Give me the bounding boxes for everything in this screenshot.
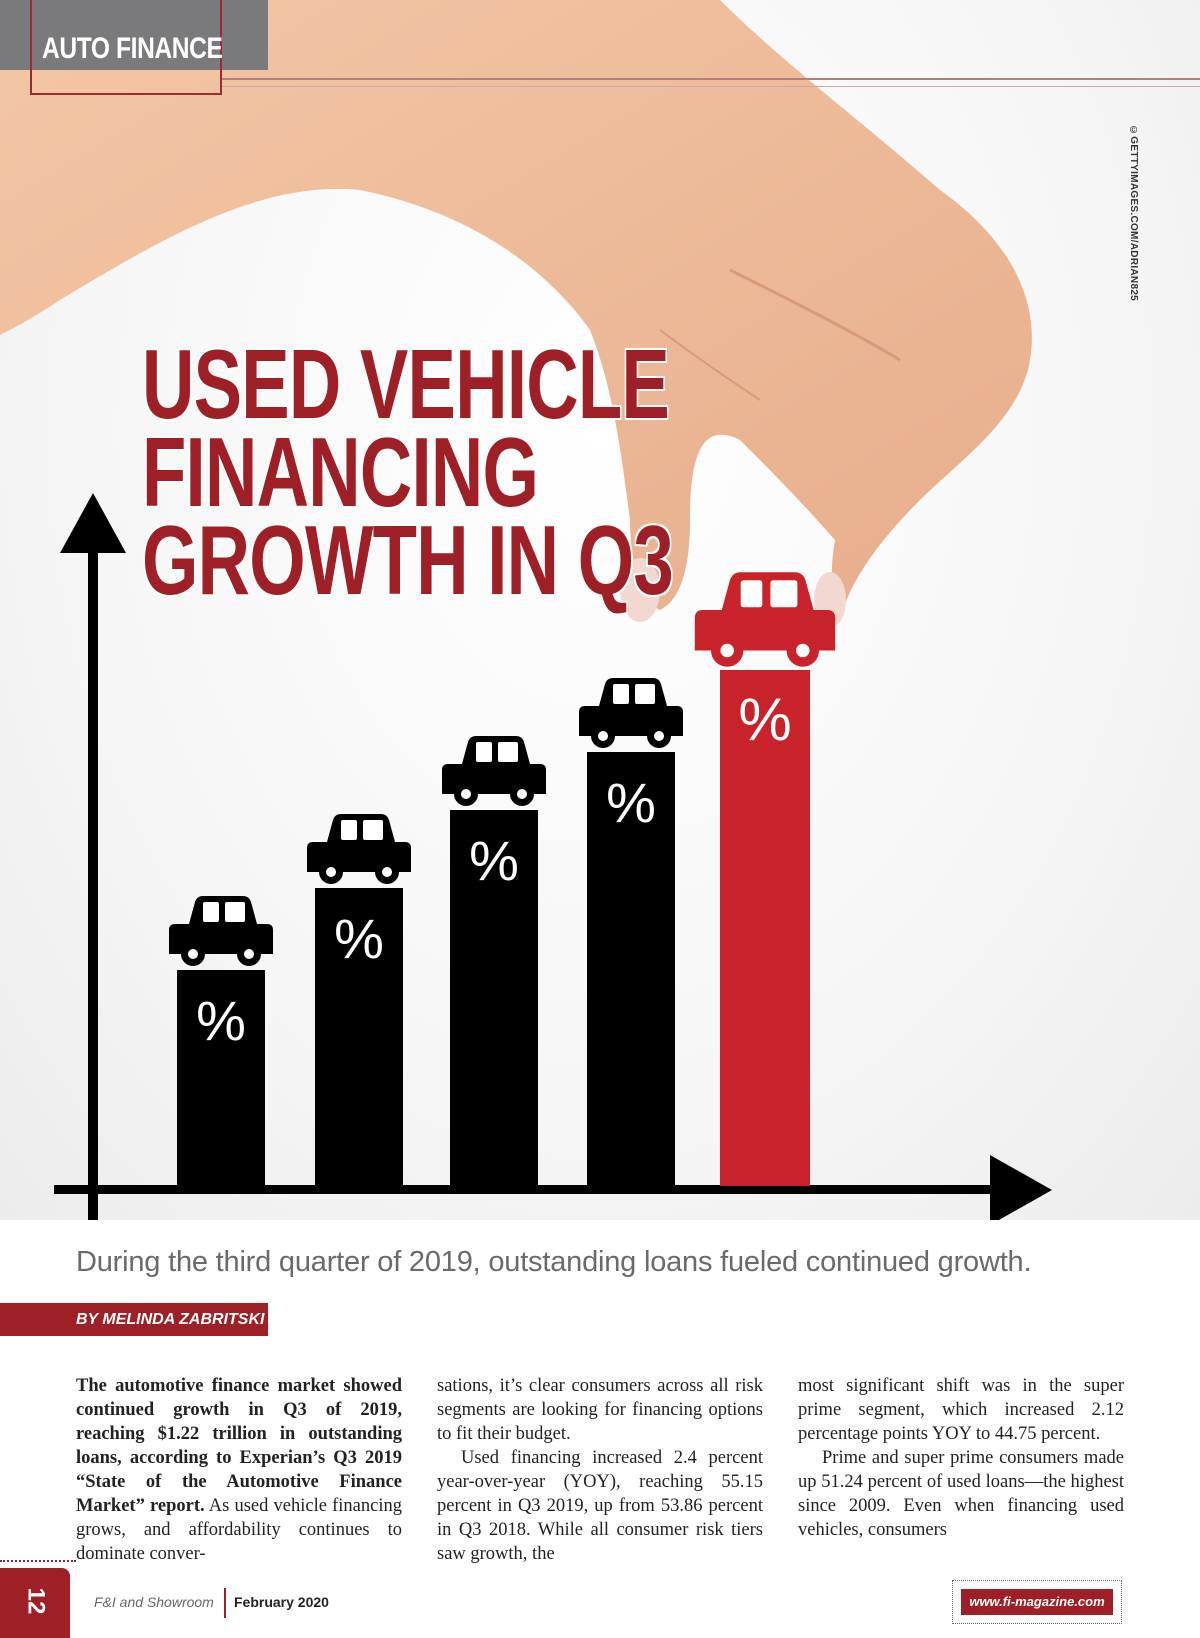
headline-line-2: FINANCING (142, 417, 539, 527)
article-column-1 (76, 1374, 402, 1566)
website-link[interactable]: www.fi-magazine.com (961, 1589, 1113, 1615)
x-axis-arrow-icon (990, 1155, 1052, 1220)
publication-name: F&I and Showroom (94, 1594, 214, 1610)
car-icon (307, 814, 411, 884)
percent-symbol: % (606, 771, 656, 834)
body-text: As used vehicle financing grows, and affordability continues to dominate conver- (76, 1496, 402, 1564)
issue-date: February 2020 (234, 1594, 329, 1610)
section-label: AUTO FINANCE (42, 32, 223, 65)
percent-symbol: % (738, 686, 792, 753)
article-column-2 (437, 1374, 763, 1566)
headline-line-3: GROWTH IN Q3 (142, 505, 673, 615)
footer-separator (0, 1560, 76, 1562)
car-icon (579, 678, 683, 748)
footer-divider (224, 1588, 226, 1618)
article-body (76, 1374, 1124, 1566)
photo-credit: ©GETTYIMAGES.COM/ADRIAN825 (1128, 125, 1139, 302)
body-paragraph: sations, it’s clear consumers across all risk segments are looking for financing options to fit their budget. (437, 1376, 763, 1444)
car-icon (442, 736, 546, 806)
headline-line-1: USED VEHICLE (142, 329, 670, 439)
y-axis-arrow-icon (60, 493, 126, 553)
percent-symbol: % (196, 989, 246, 1052)
body-paragraph: Used financing increased 2.4 percent year-over-year (YOY), reaching 55.15 percent in Q3 2019, up from 53.86 percent in Q3 2018. While all consumer risk tiers saw growth, the (437, 1448, 763, 1564)
lead-paragraph: The automotive finance market showed continued growth in Q3 of 2019, reaching $1.22 trillion in outstanding loans, according to Experian’s Q3 2019 “State of the Automotive Finance Market” report. (76, 1376, 402, 1516)
header-rule (222, 78, 1200, 80)
deck: During the third quarter of 2019, outstanding loans fueled continued growth. (76, 1246, 1032, 1278)
car-icon (169, 896, 273, 966)
percent-symbol: % (334, 907, 384, 970)
article-column-3 (798, 1374, 1124, 1566)
page-number: 12 (22, 1587, 50, 1615)
car-icon (695, 572, 835, 667)
header-rule-secondary (222, 86, 1200, 87)
byline: BY MELINDA ZABRITSKI (0, 1303, 268, 1336)
body-paragraph: Prime and super prime consumers made up 51.24 percent of used loans—the highest since 2009. Even when financing used vehicles, consumers (798, 1448, 1124, 1540)
headline (142, 329, 673, 615)
body-paragraph: most significant shift was in the super prime segment, which increased 2.12 percentage points YOY to 44.75 percent. (798, 1376, 1124, 1444)
percent-symbol: % (469, 829, 519, 892)
